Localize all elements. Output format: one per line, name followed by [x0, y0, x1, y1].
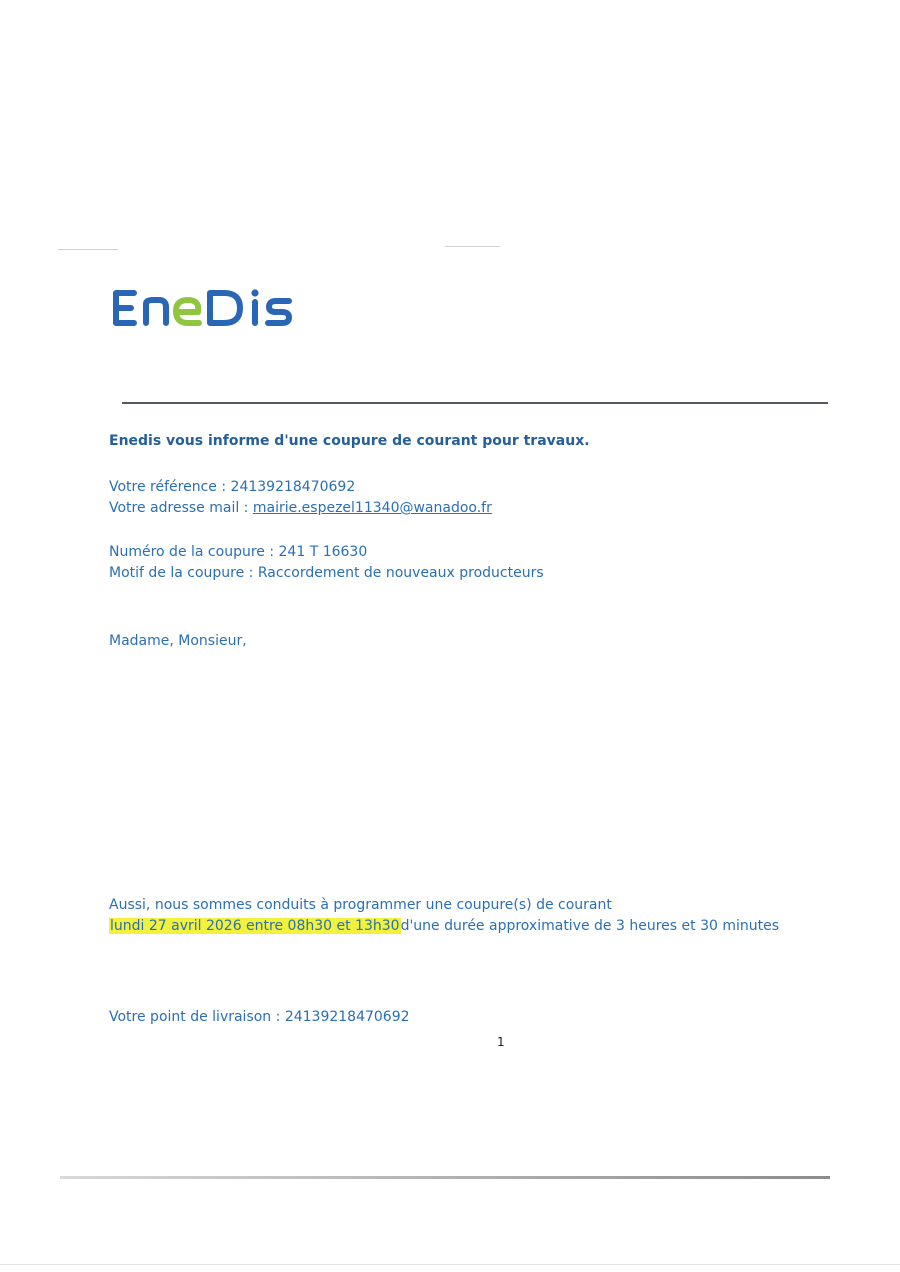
reference-label: Votre référence : — [109, 479, 231, 495]
reference-block — [109, 477, 492, 519]
cut-number-value: 241 T 16630 — [278, 544, 368, 560]
cut-number-label: Numéro de la coupure : — [109, 544, 279, 560]
scan-artifact-line — [58, 249, 118, 250]
cut-reason-value: Raccordement de nouveaux producteurs — [257, 565, 544, 581]
schedule-line — [109, 916, 779, 937]
reference-value: 24139218470692 — [230, 479, 356, 495]
highlighted-date: lundi 27 avril 2026 entre 08h30 et 13h30 — [110, 918, 400, 934]
schedule-duration: d'une durée approximative de 3 heures et 30 minutes — [400, 918, 780, 934]
notice-heading: Enedis vous informe d'une coupure de courant pour travaux. — [109, 433, 590, 449]
email-label: Votre adresse mail : — [109, 500, 253, 516]
email-line — [109, 498, 492, 519]
cut-info-block — [109, 542, 544, 584]
delivery-point-line — [109, 1007, 410, 1028]
cut-number-line — [109, 542, 544, 563]
reference-line — [109, 477, 492, 498]
scan-artifact-line — [445, 246, 500, 247]
salutation: Madame, Monsieur, — [109, 633, 247, 649]
enedis-logo — [106, 282, 316, 332]
cut-reason-label: Motif de la coupure : — [109, 565, 258, 581]
delivery-point-value: 24139218470692 — [284, 1009, 410, 1025]
scan-artifact-line — [0, 1264, 900, 1265]
header-divider — [122, 402, 828, 404]
footer-divider — [60, 1176, 830, 1179]
delivery-point-label: Votre point de livraison : — [109, 1009, 285, 1025]
email-link[interactable]: mairie.espezel11340@wanadoo.fr — [252, 500, 492, 516]
cut-reason-line — [109, 563, 544, 584]
page-number: 1 — [497, 1035, 505, 1049]
paragraph-3 — [109, 895, 779, 937]
schedule-intro: Aussi, nous sommes conduits à programmer une coupure(s) de courant — [109, 897, 612, 913]
